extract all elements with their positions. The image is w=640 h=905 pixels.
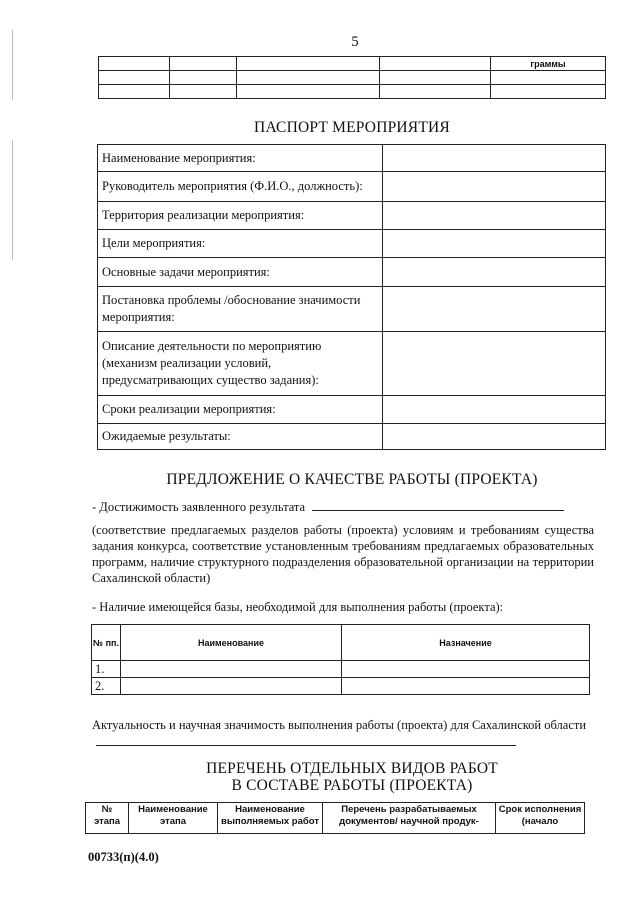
works-header-stage-name: Наименование этапа — [129, 803, 218, 834]
passport-row-value[interactable] — [383, 396, 606, 424]
base-header-number: № пп. — [92, 625, 121, 661]
works-title-line: ПЕРЕЧЕНЬ ОТДЕЛЬНЫХ ВИДОВ РАБОТ — [206, 760, 498, 777]
passport-row-value[interactable] — [383, 287, 606, 332]
works-header-deadline: Срок исполнения (начало — [496, 803, 585, 834]
table-cell — [99, 71, 170, 85]
footer-code: 00733(п)(4.0) — [88, 850, 159, 864]
achievability-note: (соответствие предлагаемых разделов работы (проекта) условиям и требованиям существа задания конкурса, соответствие установленным требованиям предлагаемых образовательных программ, наличие структурного подразделения образовательной организации на территории Сахалинской области) — [92, 523, 594, 585]
works-header-documents: Перечень разрабатываемых документов/ научной продук- — [323, 803, 496, 834]
table-cell-label: граммы — [491, 57, 606, 71]
table-row — [98, 332, 606, 396]
passport-row-value[interactable] — [383, 332, 606, 396]
works-header-stage-number: № этапа — [86, 803, 129, 834]
passport-row-value[interactable] — [383, 145, 606, 172]
table-row — [98, 172, 606, 202]
works-title — [98, 760, 606, 794]
works-header-work-name: Наименование выполняемых работ — [218, 803, 323, 834]
table-cell — [237, 71, 380, 85]
achievability-label: - Достижимость заявленного результата — [92, 500, 306, 514]
passport-row-label: Руководитель мероприятия (Ф.И.О., должность): — [98, 172, 383, 202]
passport-table — [97, 144, 606, 450]
binding-edge-mark — [12, 140, 13, 260]
base-label: - Наличие имеющейся базы, необходимой для выполнения работы (проекта): — [92, 600, 504, 614]
passport-row-value[interactable] — [383, 424, 606, 450]
table-cell — [170, 57, 237, 71]
relevance-field[interactable] — [96, 733, 516, 746]
table-cell — [491, 85, 606, 99]
achievability-field[interactable] — [312, 498, 564, 511]
base-table — [91, 624, 590, 695]
table-row — [99, 71, 606, 85]
table-row — [98, 145, 606, 172]
table-cell — [237, 85, 380, 99]
table-row — [98, 287, 606, 332]
table-row — [92, 625, 590, 661]
base-header-name: Наименование — [121, 625, 342, 661]
passport-row-label: Постановка проблемы /обоснование значимости мероприятия: — [98, 287, 383, 332]
table-cell — [99, 57, 170, 71]
achievability-line — [92, 498, 592, 515]
works-table — [85, 802, 585, 834]
relevance-line — [92, 717, 594, 750]
table-row — [99, 85, 606, 99]
table-cell — [380, 85, 491, 99]
passport-row-label: Описание деятельности по мероприятию (механизм реализации условий, предусматривающих существо задания): — [98, 332, 383, 396]
table-row — [99, 57, 606, 71]
passport-row-value[interactable] — [383, 230, 606, 258]
table-cell — [380, 71, 491, 85]
table-row — [92, 678, 590, 695]
table-row — [98, 424, 606, 450]
passport-row-label: Цели мероприятия: — [98, 230, 383, 258]
base-header-purpose: Назначение — [342, 625, 590, 661]
works-title-line: В СОСТАВЕ РАБОТЫ (ПРОЕКТА) — [231, 777, 473, 794]
passport-row-value[interactable] — [383, 258, 606, 287]
passport-row-value[interactable] — [383, 172, 606, 202]
table-row — [98, 258, 606, 287]
base-row-number: 1. — [92, 661, 121, 678]
page-number: 5 — [351, 34, 359, 50]
table-cell — [380, 57, 491, 71]
passport-row-value[interactable] — [383, 202, 606, 230]
binding-edge-mark — [12, 30, 13, 100]
passport-row-label: Основные задачи мероприятия: — [98, 258, 383, 287]
base-row-name[interactable] — [121, 661, 342, 678]
quality-title: ПРЕДЛОЖЕНИЕ О КАЧЕСТВЕ РАБОТЫ (ПРОЕКТА) — [166, 471, 538, 488]
table-cell — [170, 85, 237, 99]
table-cell — [99, 85, 170, 99]
relevance-label: Актуальность и научная значимость выполнения работы (проекта) для Сахалинской области — [92, 718, 587, 732]
base-row-name[interactable] — [121, 678, 342, 695]
base-row-purpose[interactable] — [342, 678, 590, 695]
top-continuation-table — [98, 56, 606, 99]
table-cell — [237, 57, 380, 71]
table-row — [98, 202, 606, 230]
table-cell — [170, 71, 237, 85]
passport-row-label: Сроки реализации мероприятия: — [98, 396, 383, 424]
table-cell — [491, 71, 606, 85]
passport-row-label: Наименование мероприятия: — [98, 145, 383, 172]
passport-row-label: Ожидаемые результаты: — [98, 424, 383, 450]
passport-title: ПАСПОРТ МЕРОПРИЯТИЯ — [254, 119, 450, 136]
table-row — [98, 396, 606, 424]
base-row-purpose[interactable] — [342, 661, 590, 678]
table-row — [92, 661, 590, 678]
table-row — [86, 803, 585, 834]
base-row-number: 2. — [92, 678, 121, 695]
passport-row-label: Территория реализации мероприятия: — [98, 202, 383, 230]
table-row — [98, 230, 606, 258]
